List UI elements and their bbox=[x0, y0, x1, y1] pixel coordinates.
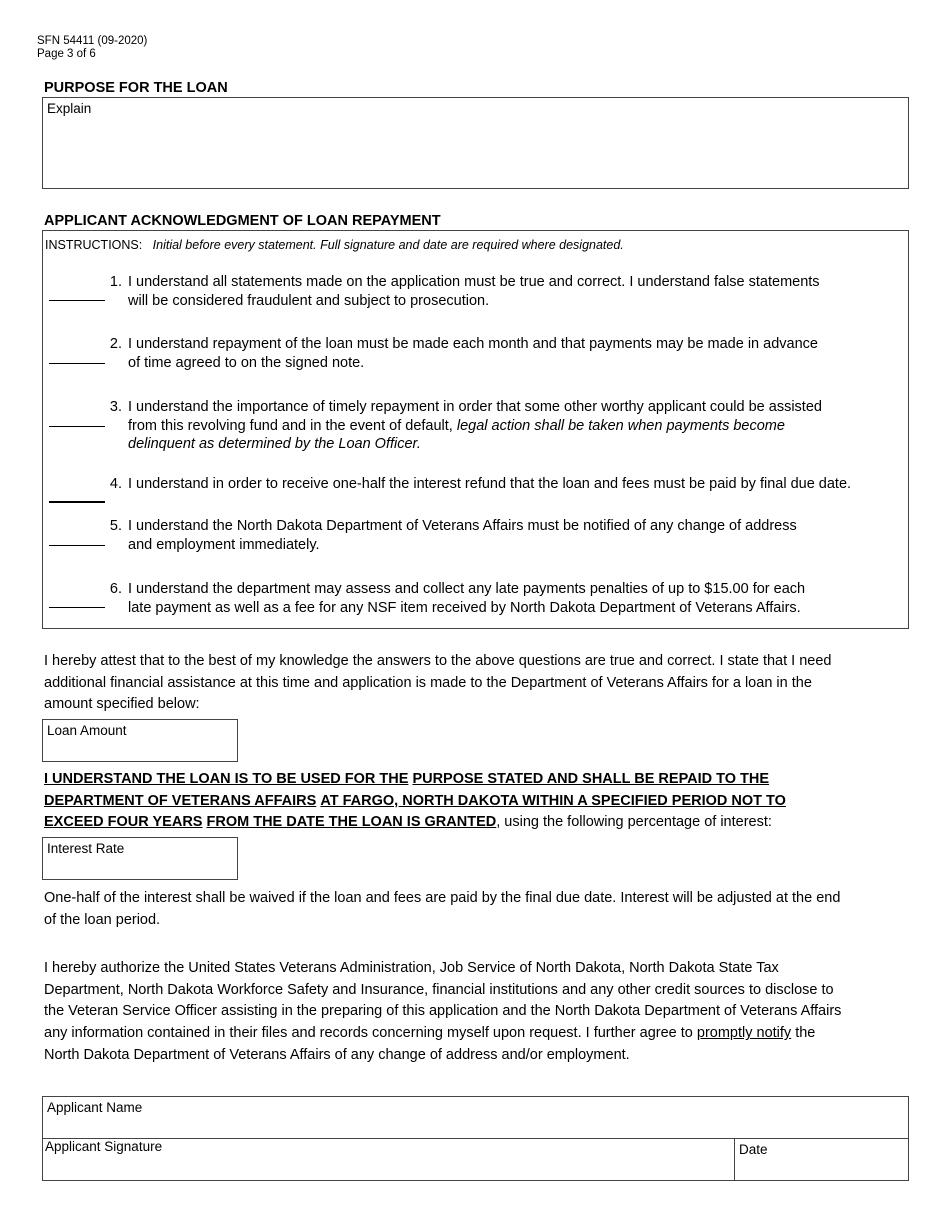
statement-number: 6. bbox=[109, 581, 122, 597]
attest-line: additional financial assistance at this time and application is made to the Department of Veterans Affairs for a loan in the bbox=[44, 674, 812, 691]
authorize-line: North Dakota Department of Veterans Affairs of any change of address and/or employment. bbox=[44, 1046, 630, 1063]
initial-line-6[interactable] bbox=[49, 607, 105, 608]
statement-4 bbox=[102, 475, 908, 495]
interest-rate-label: Interest Rate bbox=[47, 841, 125, 856]
initial-line-3[interactable] bbox=[49, 426, 105, 427]
purpose-explain-field[interactable] bbox=[42, 97, 909, 189]
waiver-line: of the loan period. bbox=[44, 911, 161, 928]
authorize-line: Department, North Dakota Workforce Safety and Insurance, financial institutions and any other credit sources to disclose to bbox=[44, 981, 834, 998]
understand-text: , using the following percentage of interest: bbox=[496, 814, 772, 831]
statement-text: late payment as well as a fee for any NSF item received by North Dakota Department of Veterans Affairs. bbox=[128, 599, 801, 616]
loan-amount-field[interactable] bbox=[42, 719, 238, 762]
initial-line-4[interactable] bbox=[49, 501, 105, 503]
initial-line-5[interactable] bbox=[49, 545, 105, 546]
page-number: Page 3 of 6 bbox=[37, 48, 96, 60]
promptly-notify-text: promptly notify bbox=[696, 1025, 792, 1042]
applicant-name-label: Applicant Name bbox=[47, 1100, 143, 1115]
statement-text: I understand the importance of timely repayment in order that some other worthy applicant could be assisted bbox=[128, 399, 822, 415]
instructions-label: INSTRUCTIONS: bbox=[45, 238, 143, 252]
understand-text: FROM THE DATE THE LOAN IS GRANTED bbox=[206, 814, 497, 831]
statement-number: 4. bbox=[109, 476, 122, 492]
statement-1 bbox=[102, 273, 902, 313]
statement-text-italic: delinquent as determined by the Loan Officer. bbox=[128, 436, 421, 452]
statement-text: I understand the North Dakota Department of Veterans Affairs must be notified of any change of address bbox=[128, 518, 797, 534]
statement-text: and employment immediately. bbox=[128, 536, 320, 553]
understand-text: I UNDERSTAND THE LOAN IS TO BE USED FOR THE bbox=[44, 771, 409, 787]
statement-3 bbox=[102, 398, 902, 456]
statement-number: 2. bbox=[109, 336, 122, 352]
form-header bbox=[37, 35, 147, 61]
signature-table bbox=[42, 1096, 909, 1181]
date-field[interactable] bbox=[735, 1139, 908, 1180]
statement-6 bbox=[102, 580, 902, 620]
interest-rate-field[interactable] bbox=[42, 837, 238, 880]
statement-text: I understand the department may assess and collect any late payments penalties of up to $15.00 for each bbox=[128, 581, 806, 597]
authorize-line: the bbox=[791, 1025, 816, 1042]
statement-number: 1. bbox=[109, 274, 122, 290]
statement-text: will be considered fraudulent and subject to prosecution. bbox=[128, 292, 490, 309]
attest-paragraph bbox=[44, 651, 914, 716]
understand-text: DEPARTMENT OF VETERANS AFFAIRS bbox=[44, 792, 317, 809]
date-label: Date bbox=[739, 1142, 768, 1157]
applicant-signature-field[interactable] bbox=[43, 1139, 733, 1180]
attest-line: I hereby attest that to the best of my knowledge the answers to the above questions are true and correct. I state that I need bbox=[44, 653, 832, 669]
form-number: SFN 54411 (09-2020) bbox=[37, 35, 148, 47]
statement-text-italic: legal action shall be taken when payments become bbox=[456, 417, 785, 434]
initial-line-1[interactable] bbox=[49, 300, 105, 301]
instructions-text: Initial before every statement. Full signature and date are required where designated. bbox=[152, 238, 624, 252]
explain-label: Explain bbox=[47, 101, 92, 116]
attest-line: amount specified below: bbox=[44, 696, 200, 713]
understand-text: AT FARGO, NORTH DAKOTA WITHIN A SPECIFIED PERIOD NOT TO bbox=[320, 792, 786, 809]
statement-text: from this revolving fund and in the event of default, bbox=[128, 417, 457, 434]
statement-text: of time agreed to on the signed note. bbox=[128, 354, 365, 371]
applicant-signature-label: Applicant Signature bbox=[45, 1139, 163, 1154]
statement-2 bbox=[102, 335, 902, 375]
signature-row bbox=[43, 1139, 908, 1180]
instructions bbox=[45, 238, 624, 252]
waiver-line: One-half of the interest shall be waived if the loan and fees are paid by the final due date. Interest will be adjusted at the end bbox=[44, 890, 841, 906]
waiver-paragraph bbox=[44, 888, 914, 931]
purpose-title: PURPOSE FOR THE LOAN bbox=[44, 80, 228, 96]
understand-text: PURPOSE STATED AND SHALL BE REPAID TO THE bbox=[412, 771, 770, 787]
statement-5 bbox=[102, 517, 902, 557]
authorize-paragraph bbox=[44, 958, 914, 1067]
understand-paragraph bbox=[44, 769, 914, 834]
loan-amount-label: Loan Amount bbox=[47, 723, 127, 738]
statement-number: 5. bbox=[109, 518, 122, 534]
understand-text: EXCEED FOUR YEARS bbox=[44, 814, 203, 831]
statement-text: I understand all statements made on the application must be true and correct. I understand false statements bbox=[128, 274, 820, 290]
statement-text: I understand in order to receive one-half the interest refund that the loan and fees must be paid by final due date. bbox=[128, 476, 852, 492]
authorize-line: any information contained in their files and records concerning myself upon request. I further agree to bbox=[44, 1025, 697, 1042]
authorize-line: the Veteran Service Officer assisting in the preparing of this application and the North Dakota Department of Veterans Affairs bbox=[44, 1003, 842, 1020]
initial-line-2[interactable] bbox=[49, 363, 105, 364]
authorize-line: I hereby authorize the United States Veterans Administration, Job Service of North Dakota, North Dakota State Tax bbox=[44, 960, 779, 976]
statement-number: 3. bbox=[109, 399, 122, 415]
ack-title: APPLICANT ACKNOWLEDGMENT OF LOAN REPAYMENT bbox=[44, 213, 441, 229]
applicant-name-field[interactable] bbox=[43, 1097, 908, 1139]
statement-text: I understand repayment of the loan must be made each month and that payments may be made in advance bbox=[128, 336, 818, 352]
